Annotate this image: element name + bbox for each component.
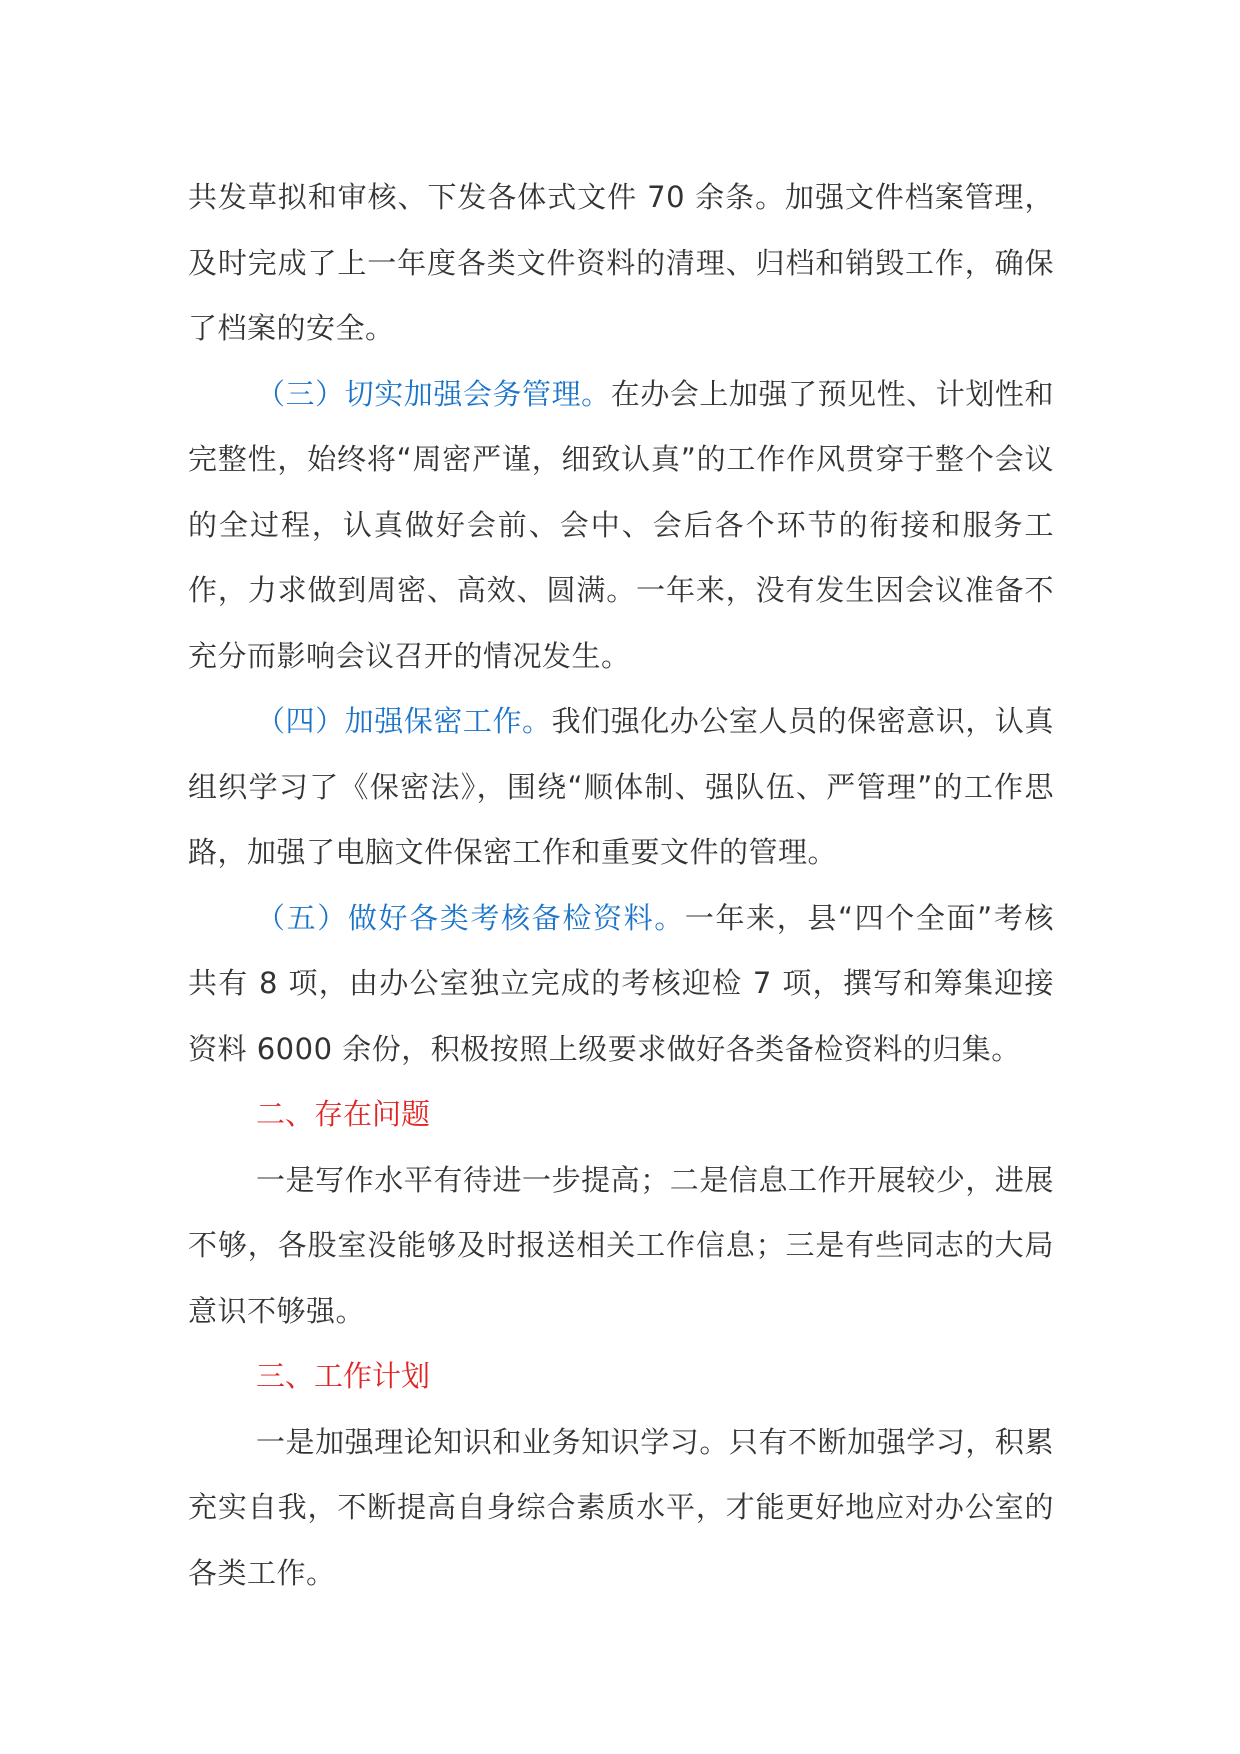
- paragraph-confidentiality: [188, 689, 1054, 886]
- subsection-title-inspection: （五）做好各类考核备检资料。: [256, 900, 685, 935]
- subsection-title-meeting: （三）切实加强会务管理。: [256, 376, 611, 411]
- paragraph-archive-management: 共发草拟和审核、下发各体式文件 70 余条。加强文件档案管理，及时完成了上一年度各类文件资料的清理、归档和销毁工作，确保了档案的安全。: [188, 180, 1054, 345]
- paragraph-problems: 一是写作水平有待进一步提高；二是信息工作开展较少，进展不够，各股室没能够及时报送相关工作信息；三是有些同志的大局意识不够强。: [188, 1162, 1054, 1328]
- paragraph-inspection-materials: [188, 886, 1054, 1083]
- subsection-text-inspection: 一年来，县“四个全面”考核共有 8 项，由办公室独立完成的考核迎检 7 项，撰写和筹集迎接资料 6000 余份，积极按照上级要求做好各类备检资料的归集。: [188, 900, 1054, 1066]
- paragraph-plan-study: 一是加强理论知识和业务知识学习。只有不断加强学习，积累充实自我，不断提高自身综合素质水平，才能更好地应对办公室的各类工作。: [188, 1424, 1054, 1590]
- subsection-text-meeting: 在办会上加强了预见性、计划性和完整性，始终将“周密严谨，细致认真”的工作作风贯穿于整个会议的全过程，认真做好会前、会中、会后各个环节的衔接和服务工作，力求做到周密、高效、圆满。一年来，没有发生因会议准备不充分而影响会议召开的情况发生。: [188, 376, 1054, 673]
- subsection-title-confidentiality: （四）加强保密工作。: [256, 704, 552, 738]
- document-body: [188, 165, 1054, 1606]
- section-heading-plan: 三、工作计划: [256, 1359, 431, 1393]
- subsection-text-confidentiality: 我们强化办公室人员的保密意识，认真组织学习了《保密法》，围绕“顺体制、强队伍、严管理”的工作思路，加强了电脑文件保密工作和重要文件的管理。: [188, 704, 1054, 869]
- section-heading-problems: 二、存在问题: [256, 1097, 431, 1131]
- paragraph-meeting-management: [188, 362, 1054, 690]
